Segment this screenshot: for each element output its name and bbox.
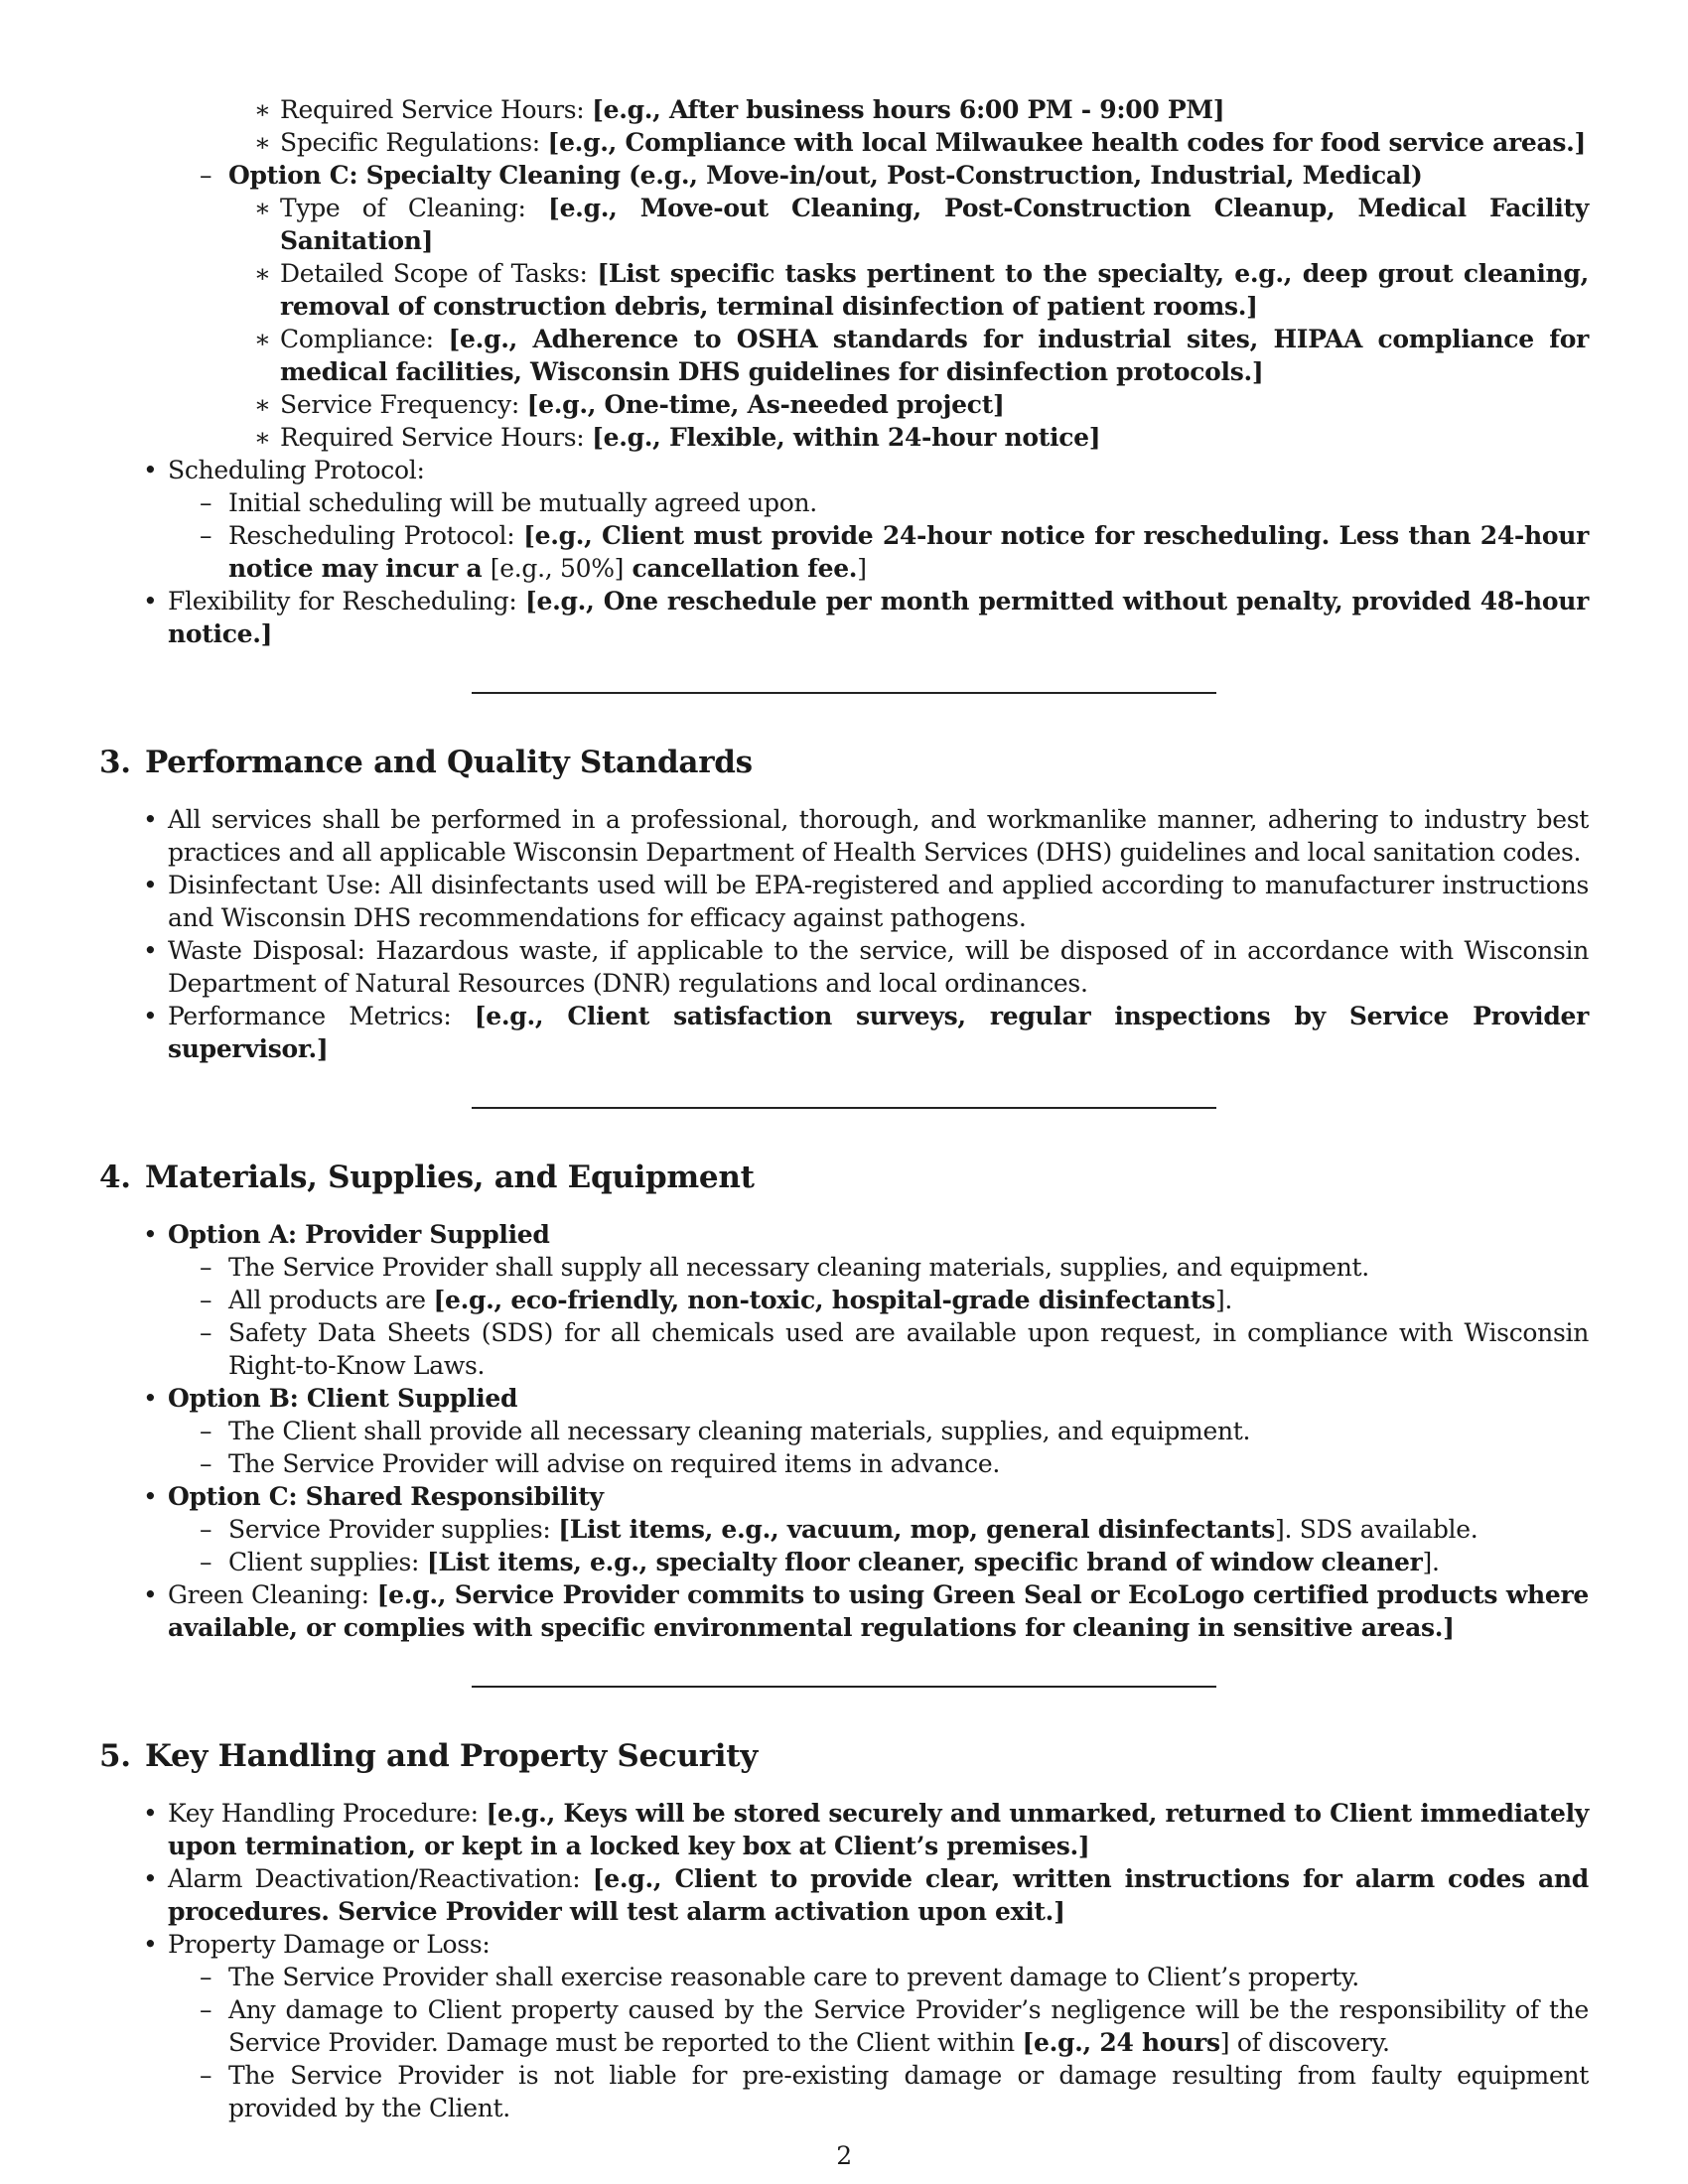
- option-b-sublist: [228, 93, 1589, 159]
- scheduling-list: [99, 454, 1589, 650]
- list-item: • Performance Metrics: [e.g., Client satisfaction surveys, regular inspections by Service Provider supervisor.]: [99, 1000, 1589, 1065]
- list-item: – The Service Provider will advise on required items in advance.: [168, 1447, 1589, 1480]
- list-item: ∗ Specific Regulations: [e.g., Compliance with local Milwaukee health codes for food service areas.]: [228, 126, 1589, 159]
- option-c-shared-sublist: [168, 1513, 1589, 1578]
- option-c-list: [168, 159, 1589, 192]
- list-item: ∗ Detailed Scope of Tasks: [List specific tasks pertinent to the specialty, e.g., deep grout cleaning, removal of construction debris, terminal disinfection of patient rooms.]: [228, 257, 1589, 323]
- option-c-item: • Option C: Shared Responsibility – Service Provider supplies: [List items, e.g., vacuum, mop, general disinfectants]. SDS available. – Client supplies: [List items, e.g., specialty floor cleaner, specific brand of window cleaner].: [99, 1480, 1589, 1578]
- option-b-item: • Option B: Client Supplied – The Client shall provide all necessary cleaning materials, supplies, and equipment. – The Service Provider will advise on required items in advance.: [99, 1382, 1589, 1480]
- option-b-sublist: [168, 1415, 1589, 1480]
- list-item: • Alarm Deactivation/Reactivation: [e.g., Client to provide clear, written instructions for alarm codes and procedures. Service Provider will test alarm activation upon exit.]: [99, 1862, 1589, 1928]
- list-item: ∗ Type of Cleaning: [e.g., Move-out Cleaning, Post-Construction Cleanup, Medical Facility Sanitation]: [228, 192, 1589, 257]
- list-item: – Safety Data Sheets (SDS) for all chemicals used are available upon request, in compliance with Wisconsin Right-to-Know Laws.: [168, 1316, 1589, 1382]
- section-4-heading: 4. Materials, Supplies, and Equipment: [99, 1160, 755, 1195]
- section-3-heading: 3. Performance and Quality Standards: [99, 745, 753, 780]
- list-item: – Any damage to Client property caused by the Service Provider’s negligence will be the responsibility of the Service Provider. Damage must be reported to the Client within [e.g., 24 hours] of discovery.: [168, 1993, 1589, 2059]
- property-damage-item: • Property Damage or Loss: – The Service Provider shall exercise reasonable care to prevent damage to Client’s property. – Any damage to Client property caused by the Service Provider’s negligence will be the responsibility of the Service Provider. Damage must be reported to the Client within [e.g., 24 hours] of discovery. – The Service Provider is not liable for pre-existing damage or damage resulting from faulty equipment provided by the Client.: [99, 1928, 1589, 2124]
- scheduling-sublist: [168, 486, 1589, 585]
- scheduling-protocol-item: • Scheduling Protocol: – Initial scheduling will be mutually agreed upon. – Rescheduling Protocol: [e.g., Client must provide 24-hour notice for rescheduling. Less than 24-hour notice may incur a [e.g., 50%] cancellation fee.]: [99, 454, 1589, 585]
- list-item: • All services shall be performed in a professional, thorough, and workmanlike manner, adhering to industry best practices and all applicable Wisconsin Department of Health Services (DHS) guidelines and local sanitation codes.: [99, 803, 1589, 869]
- option-a-sublist: [168, 1251, 1589, 1382]
- option-c-heading: – Option C: Specialty Cleaning (e.g., Move-in/out, Post-Construction, Industrial, Medical): [168, 159, 1589, 192]
- list-item: • Waste Disposal: Hazardous waste, if applicable to the service, will be disposed of in accordance with Wisconsin Department of Natural Resources (DNR) regulations and local ordinances.: [99, 934, 1589, 1000]
- list-item: ∗ Compliance: [e.g., Adherence to OSHA standards for industrial sites, HIPAA compliance for medical facilities, Wisconsin DHS guidelines for disinfection protocols.]: [228, 323, 1589, 388]
- section-5-heading: 5. Key Handling and Property Security: [99, 1738, 758, 1774]
- section-3-list: [99, 803, 1589, 1065]
- page-number: 2: [836, 2141, 852, 2170]
- option-c-sublist: [228, 192, 1589, 454]
- flexibility-item: • Flexibility for Rescheduling: [e.g., One reschedule per month permitted without penalty, provided 48-hour notice.]: [99, 585, 1589, 650]
- list-item: – The Service Provider shall supply all necessary cleaning materials, supplies, and equipment.: [168, 1251, 1589, 1284]
- list-item: – Client supplies: [List items, e.g., specialty floor cleaner, specific brand of window cleaner].: [168, 1546, 1589, 1578]
- list-item: – The Service Provider shall exercise reasonable care to prevent damage to Client’s property.: [168, 1961, 1589, 1993]
- list-item: ∗ Service Frequency: [e.g., One-time, As-needed project]: [228, 388, 1589, 421]
- list-item: – The Service Provider is not liable for pre-existing damage or damage resulting from faulty equipment provided by the Client.: [168, 2059, 1589, 2124]
- property-damage-sublist: [168, 1961, 1589, 2124]
- section-5-list: [99, 1797, 1589, 2124]
- list-item: ∗ Required Service Hours: [e.g., Flexible, within 24-hour notice]: [228, 421, 1589, 454]
- option-a-item: • Option A: Provider Supplied – The Service Provider shall supply all necessary cleaning materials, supplies, and equipment. – All products are [e.g., eco-friendly, non-toxic, hospital-grade disinfectants]. – Safety Data Sheets (SDS) for all chemicals used are available upon request, in compliance with Wisconsin Right-to-Know Laws.: [99, 1218, 1589, 1382]
- list-item: • Disinfectant Use: All disinfectants used will be EPA-registered and applied according to manufacturer instructions and Wisconsin DHS recommendations for efficacy against pathogens.: [99, 869, 1589, 934]
- list-item: • Key Handling Procedure: [e.g., Keys will be stored securely and unmarked, returned to Client immediately upon termination, or kept in a locked key box at Client’s premises.]: [99, 1797, 1589, 1862]
- list-item: ∗ Required Service Hours: [e.g., After business hours 6:00 PM - 9:00 PM]: [228, 93, 1589, 126]
- section-4-list: [99, 1218, 1589, 1644]
- list-item: – Service Provider supplies: [List items, e.g., vacuum, mop, general disinfectants]. SDS available.: [168, 1513, 1589, 1546]
- section-divider: [472, 692, 1216, 694]
- list-item: – Initial scheduling will be mutually agreed upon.: [168, 486, 1589, 519]
- list-item: – All products are [e.g., eco-friendly, non-toxic, hospital-grade disinfectants].: [168, 1284, 1589, 1316]
- list-item: – Rescheduling Protocol: [e.g., Client must provide 24-hour notice for rescheduling. Less than 24-hour notice may incur a [e.g., 50%] cancellation fee.]: [168, 519, 1589, 585]
- section-divider: [472, 1686, 1216, 1688]
- list-item: – The Client shall provide all necessary cleaning materials, supplies, and equipment.: [168, 1415, 1589, 1447]
- section-divider: [472, 1107, 1216, 1109]
- green-cleaning-item: • Green Cleaning: [e.g., Service Provider commits to using Green Seal or EcoLogo certified products where available, or complies with specific environmental regulations for cleaning in sensitive areas.]: [99, 1578, 1589, 1644]
